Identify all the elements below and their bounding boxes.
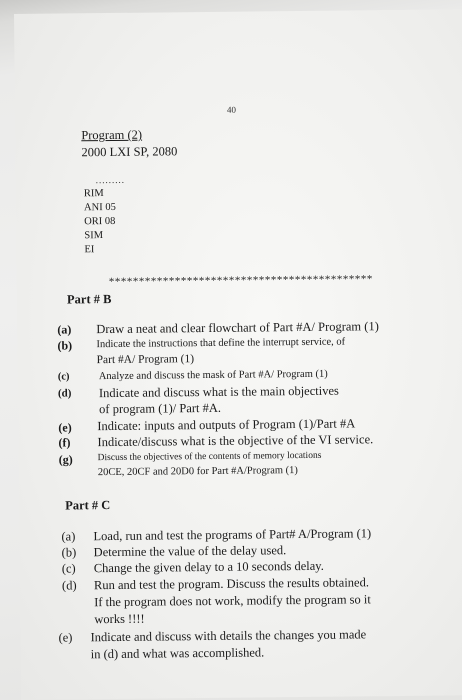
item-label: (b) <box>57 338 73 353</box>
document-page <box>14 9 462 700</box>
code-line: RIM <box>83 188 104 200</box>
item-text: Draw a neat and clear flowchart of Part #A/ Program (1) <box>96 319 379 337</box>
program-title: Program (2) <box>81 127 143 143</box>
item-text: Indicate the instructions that define the interrupt service, of <box>96 336 346 351</box>
item-text: Discuss the objectives of the contents of memory locations <box>97 450 322 464</box>
page-number: 40 <box>226 104 237 115</box>
item-label: (f) <box>58 435 71 450</box>
code-line: ANI 05 <box>83 201 116 214</box>
item-text: Indicate/discuss what is the objective of the VI service. <box>97 432 374 450</box>
item-label: (d) <box>61 578 77 593</box>
star-separator: ******************************************** <box>108 273 373 289</box>
item-text: Run and test the program. Discuss the results obtained. <box>93 575 369 593</box>
item-label: (g) <box>58 452 73 467</box>
item-text: 20CE, 20CF and 20D0 for Part #A/Program (1) <box>97 465 298 479</box>
item-text: works !!!! <box>94 611 145 627</box>
item-text: Indicate and discuss what is the main objectives <box>98 383 339 401</box>
item-text: Change the given delay to a 10 seconds delay. <box>93 558 324 576</box>
item-text: of program (1)/ Part #A. <box>99 400 222 417</box>
part-b-heading: Part # B <box>66 291 112 307</box>
code-line: SIM <box>84 230 104 242</box>
item-text: Determine the value of the delay used. <box>93 543 287 560</box>
program-subtitle: 2000 LXI SP, 2080 <box>81 144 178 160</box>
item-label: (c) <box>61 561 76 576</box>
item-text: If the program does not work, modify the program so it <box>94 592 371 610</box>
item-label: (a) <box>61 529 76 544</box>
item-text: in (d) and what was accomplished. <box>90 645 265 662</box>
code-line: EI <box>84 244 95 256</box>
item-label: (e) <box>58 420 72 435</box>
item-label: (c) <box>57 371 70 383</box>
item-label: (a) <box>57 322 72 337</box>
part-c-heading: Part # C <box>65 498 111 513</box>
dotted-separator: ......... <box>95 174 126 186</box>
item-text: Part #A/ Program (1) <box>96 353 195 367</box>
item-text: Load, run and test the programs of Part# A/Program (1) <box>93 526 372 544</box>
item-label: (e) <box>58 630 73 645</box>
code-line: ORI 08 <box>84 215 116 228</box>
item-label: (b) <box>61 545 77 560</box>
item-label: (d) <box>57 387 72 400</box>
item-text: Indicate and discuss with details the changes you made <box>90 627 367 645</box>
item-text: Analyze and discuss the mask of Part #A/ Program (1) <box>98 368 328 383</box>
item-text: Indicate: inputs and outputs of Program (1)/Part #A <box>97 416 356 434</box>
